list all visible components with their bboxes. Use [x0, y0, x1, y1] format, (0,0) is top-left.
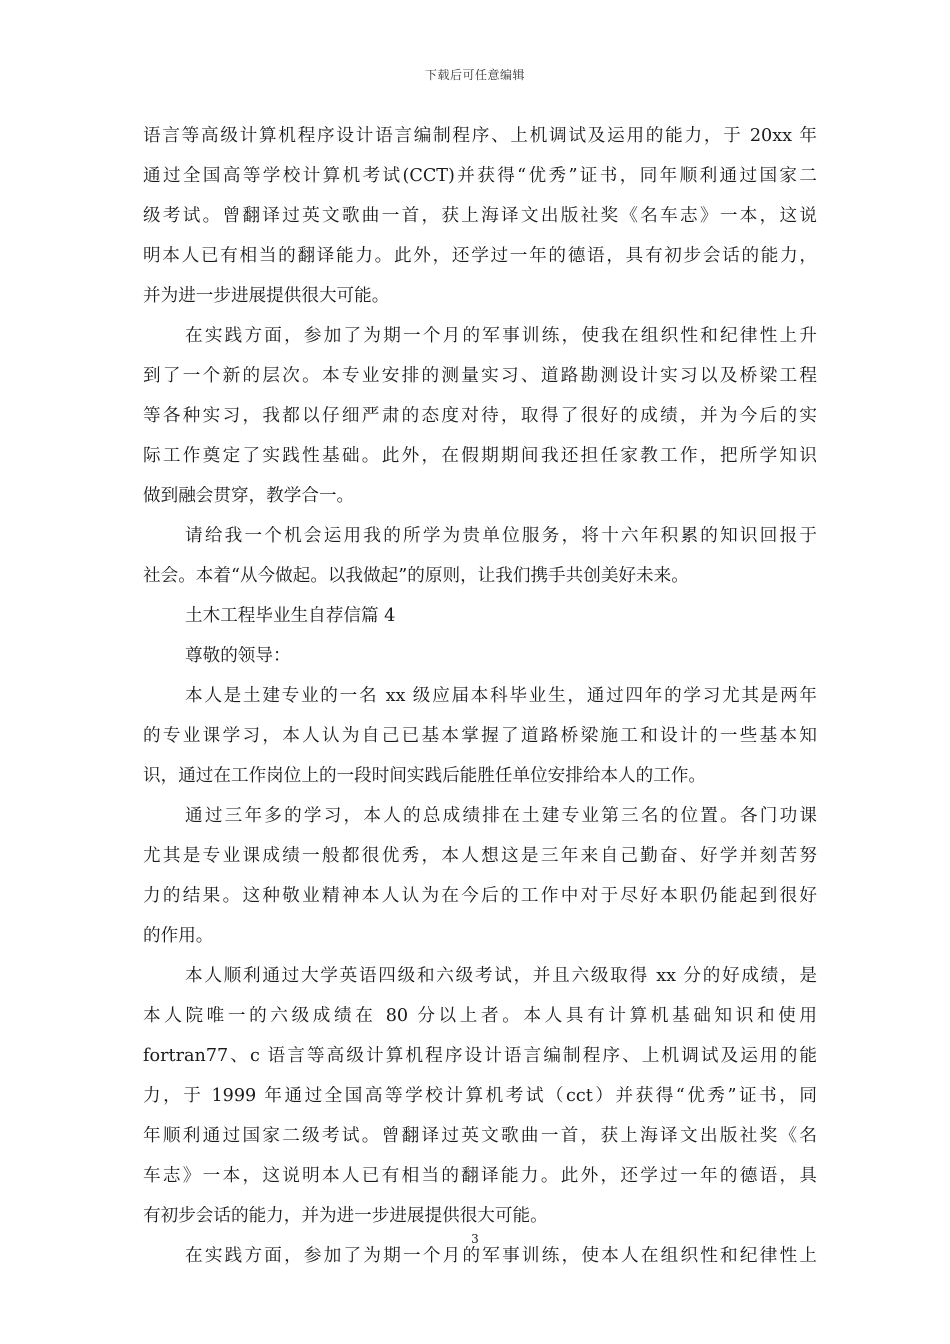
header-note: 下载后可任意编辑: [424, 68, 525, 82]
text-line: 年顺利通过国家二级考试。曾翻译过英文歌曲一首，获上海译文出版社奖《名: [143, 1126, 817, 1146]
section-heading: 土木工程毕业生自荐信篇 4: [185, 606, 396, 626]
text-line: 语言等高级计算机程序设计语言编制程序、上机调试及运用的能力，于 20xx 年: [143, 126, 817, 146]
text-line: 有初步会话的能力，并为进一步进展提供很大可能。: [143, 1206, 548, 1226]
text-line: 并为进一步进展提供很大可能。: [143, 286, 390, 306]
text-line: 通过全国高等学校计算机考试(CCT)并获得“优秀”证书，同年顺利通过国家二: [143, 166, 817, 186]
text-line: 的作用。: [143, 926, 214, 946]
text-line: 识，通过在工作岗位上的一段时间实践后能胜任单位安排给本人的工作。: [143, 766, 707, 786]
text-line: 尤其是专业课成绩一般都很优秀，本人想这是三年来自己勤奋、好学并刻苦努: [143, 846, 817, 866]
text-line: 到了一个新的层次。本专业安排的测量实习、道路勘测设计实习以及桥梁工程: [143, 366, 817, 386]
text-line: 做到融会贯穿，教学合一。: [143, 486, 355, 506]
text-line: 通过三年多的学习，本人的总成绩排在土建专业第三名的位置。各门功课: [185, 806, 817, 826]
text-line: 在实践方面，参加了为期一个月的军事训练，使我在组织性和纪律性上升: [185, 326, 817, 346]
text-line: 本人是土建专业的一名 xx 级应届本科毕业生，通过四年的学习尤其是两年: [185, 686, 817, 706]
text-line: 社会。本着“从今做起。以我做起”的原则，让我们携手共创美好未来。: [143, 566, 689, 586]
text-line: 等各种实习，我都以仔细严肃的态度对待，取得了很好的成绩，并为今后的实: [143, 406, 817, 426]
text-line: 际工作奠定了实践性基础。此外，在假期期间我还担任家教工作，把所学知识: [143, 446, 817, 466]
text-line: 本人顺利通过大学英语四级和六级考试，并且六级取得 xx 分的好成绩，是: [185, 966, 817, 986]
text-line: 级考试。曾翻译过英文歌曲一首，获上海译文出版社奖《名车志》一本，这说: [143, 206, 817, 226]
text-line: 的专业课学习，本人认为自己已基本掌握了道路桥梁施工和设计的一些基本知: [143, 726, 817, 746]
text-line: 请给我一个机会运用我的所学为贵单位服务，将十六年积累的知识回报于: [185, 526, 817, 546]
text-line: 力的结果。这种敬业精神本人认为在今后的工作中对于尽好本职仍能起到很好: [143, 886, 817, 906]
text-line: 在实践方面，参加了为期一个月的军事训练，使本人在组织性和纪律性上: [185, 1246, 817, 1266]
text-line: 力，于 1999 年通过全国高等学校计算机考试（cct）并获得“优秀”证书，同: [143, 1086, 817, 1106]
text-line: 车志》一本，这说明本人已有相当的翻译能力。此外，还学过一年的德语，具: [143, 1166, 817, 1186]
text-line: 本人院唯一的六级成绩在 80 分以上者。本人具有计算机基础知识和使用: [143, 1006, 817, 1026]
text-line: 明本人已有相当的翻译能力。此外，还学过一年的德语，具有初步会话的能力，: [143, 246, 817, 266]
salutation: 尊敬的领导：: [185, 646, 291, 666]
text-line: fortran77、c 语言等高级计算机程序设计语言编制程序、上机调试及运用的能: [143, 1046, 817, 1066]
document-body: [143, 116, 817, 1276]
page-number: 3: [471, 1232, 479, 1246]
